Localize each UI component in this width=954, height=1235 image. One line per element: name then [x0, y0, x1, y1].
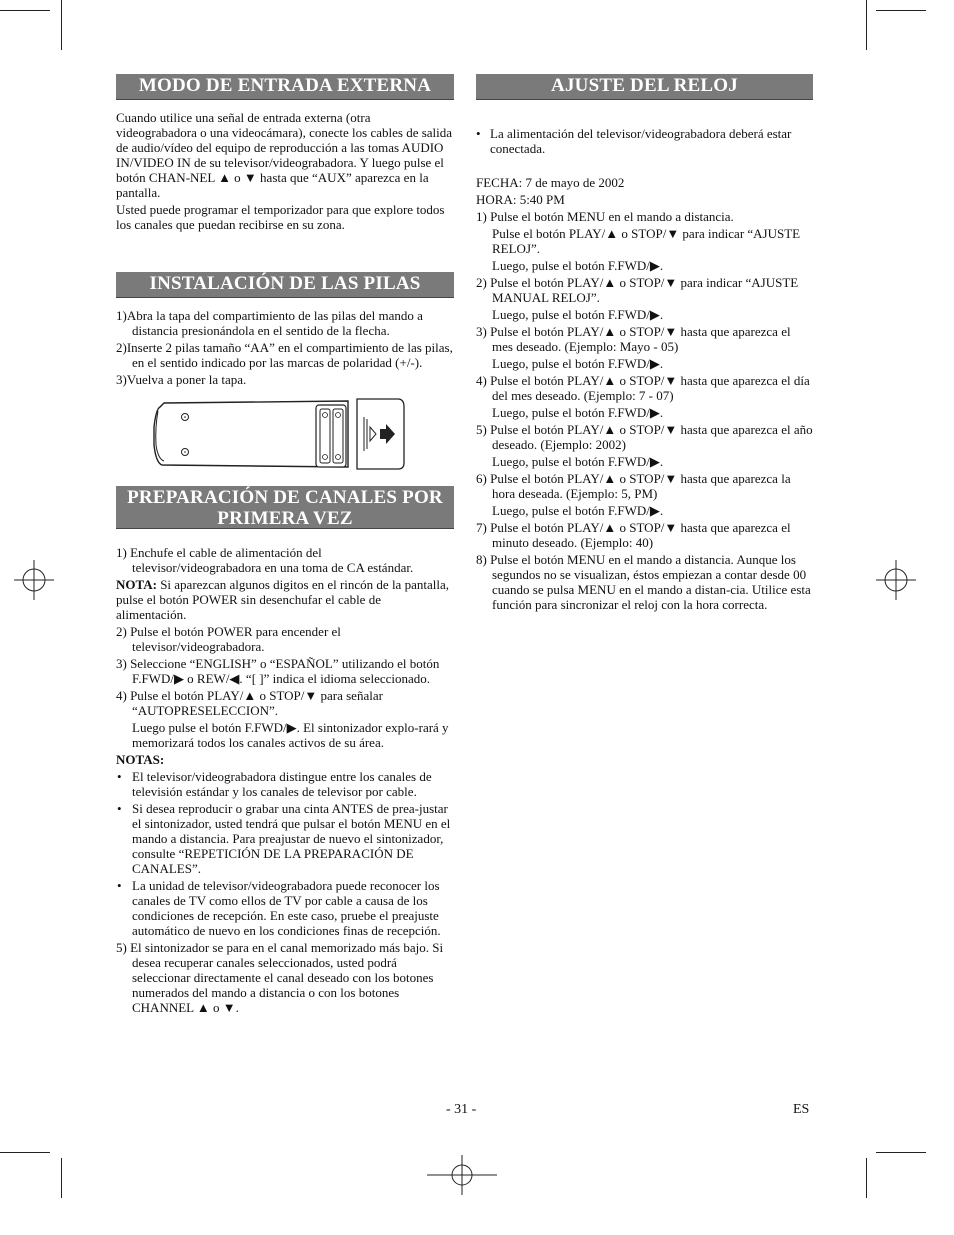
external-input-paragraph: Cuando utilice una señal de entrada externa (otra videograbadora o una videocámara), conecte los cables de salida de audio/vídeo del equipo de reproducción a las tomas AUDIO IN/VIDEO IN de su televisor/videograbadora. Y luego pulse el botón CHAN-NEL ▲ o ▼ hasta que “AUX” aparezca en la pantalla.	[116, 110, 453, 200]
clock-step-then: Luego, pulse el botón F.FWD/▶.	[492, 258, 664, 273]
section-heading-external-input: MODO DE ENTRADA EXTERNA	[116, 74, 454, 100]
note-item: • Si desea reproducir o grabar una cinta ANTES de prea-justar el sintonizador, usted tendrá que pulsar el botón MENU en el mando a distancia. Para preajustar de nuevo el sintonizador, consulte “REPETICIÓN DE LA PREPARACIÓN DE CANALES”.	[117, 801, 451, 876]
clock-step: 6) Pulse el botón PLAY/▲ o STOP/▼ hasta que aparezca la hora deseada. (Ejemplo: 5, PM)	[476, 471, 791, 501]
crop-mark	[0, 10, 50, 11]
channel-step: 1) Enchufe el cable de alimentación del televisor/videograbadora en una toma de CA estándar.	[116, 545, 414, 575]
battery-step: 3)Vuelva a poner la tapa.	[116, 372, 247, 387]
clock-step: 5) Pulse el botón PLAY/▲ o STOP/▼ hasta que aparezca el año deseado. (Ejemplo: 2002)	[476, 422, 813, 452]
notes-label: NOTAS:	[116, 752, 165, 767]
registration-mark-right	[876, 560, 916, 600]
clock-step-then: Luego, pulse el botón F.FWD/▶.	[492, 454, 664, 469]
clock-step: 4) Pulse el botón PLAY/▲ o STOP/▼ hasta que aparezca el día del mes deseado. (Ejemplo: 7 - 07)	[476, 373, 810, 403]
crop-mark	[866, 1158, 867, 1198]
channel-step: 3) Seleccione “ENGLISH” o “ESPAÑOL” utilizando el botón F.FWD/▶ o REW/◀. “[ ]” indica el idioma seleccionado.	[116, 656, 440, 686]
clock-prerequisite: • La alimentación del televisor/videograbadora deberá estar conectada.	[476, 126, 792, 156]
remote-battery-compartment-icon	[152, 397, 412, 471]
right-column	[476, 74, 813, 612]
clock-step-then: Luego, pulse el botón F.FWD/▶.	[492, 405, 664, 420]
registration-mark-left	[14, 560, 54, 600]
crop-mark	[0, 1152, 50, 1153]
channel-step: 5) El sintonizador se para en el canal memorizado más bajo. Si desea recuperar canales seleccionados, usted podrá seleccionar directamente el canal deseado con los botones numerados del mando a distancia o con los botones CHANNEL ▲ o ▼.	[116, 940, 444, 1015]
clock-time: HORA: 5:40 PM	[476, 192, 565, 207]
crop-mark	[866, 0, 867, 50]
clock-step: 3) Pulse el botón PLAY/▲ o STOP/▼ hasta que aparezca el mes deseado. (Ejemplo: Mayo - 05)	[476, 324, 791, 354]
channel-step-continuation: Luego pulse el botón F.FWD/▶. El sintonizador explo-rará y memorizará todos los canales activos de su área.	[132, 720, 449, 750]
left-column	[116, 74, 454, 1015]
note-item: • La unidad de televisor/videograbadora puede reconocer los canales de TV como ellos de TV por cable a causa de los condiciones de recepción. En este caso, pruebe el preajuste automático de nuevo en los condiciones finas de recepción.	[117, 878, 441, 938]
channel-step: 2) Pulse el botón POWER para encender el televisor/videograbadora.	[116, 624, 341, 654]
section-heading-line: PREPARACIÓN DE CANALES POR	[127, 487, 443, 508]
channel-step: 4) Pulse el botón PLAY/▲ o STOP/▼ para señalar “AUTOPRESELECCION”.	[116, 688, 383, 718]
crop-mark	[876, 1152, 926, 1153]
section-heading-clock: AJUSTE DEL RELOJ	[476, 74, 813, 100]
clock-step: 8) Pulse el botón MENU en el mando a distancia. Aunque los segundos no se visualizan, éstos empiezan a contar desde 00 cuando se pulsa MENU en el mando a distan-cia. Utilice esta función para sincronizar el reloj con la hora correcta.	[476, 552, 811, 612]
clock-step: 2) Pulse el botón PLAY/▲ o STOP/▼ para indicar “AJUSTE MANUAL RELOJ”.	[476, 275, 799, 305]
clock-date: FECHA: 7 de mayo de 2002	[476, 175, 625, 190]
crop-mark	[876, 10, 926, 11]
section-heading-batteries: INSTALACIÓN DE LAS PILAS	[116, 272, 454, 298]
crop-mark	[61, 0, 62, 50]
channel-note: NOTA: Si aparezcan algunos digitos en el rincón de la pantalla, pulse el botón POWER sin desenchufar el cable de alimentación.	[116, 577, 449, 622]
external-input-paragraph: Usted puede programar el temporizador para que explore todos los canales que puedan recibirse en su zona.	[116, 202, 445, 232]
note-item: • El televisor/videograbadora distingue entre los canales de televisión estándar y los canales de televisor por cable.	[117, 769, 432, 799]
clock-step-then: Luego, pulse el botón F.FWD/▶.	[492, 503, 664, 518]
battery-step: 2)Inserte 2 pilas tamaño “AA” en el compartimiento de las pilas, en el sentido indicado por las marcas de polaridad (+/-).	[116, 340, 453, 370]
remote-battery-figure	[152, 397, 454, 474]
clock-step: 7) Pulse el botón PLAY/▲ o STOP/▼ hasta que aparezca el minuto deseado. (Ejemplo: 40)	[476, 520, 791, 550]
clock-step-then: Luego, pulse el botón F.FWD/▶.	[492, 307, 664, 322]
registration-mark-bottom	[427, 1155, 497, 1195]
clock-step-then: Luego, pulse el botón F.FWD/▶.	[492, 356, 664, 371]
section-heading-line: PRIMERA VEZ	[217, 508, 353, 529]
crop-mark	[61, 1158, 62, 1198]
language-code: ES	[793, 1102, 810, 1117]
clock-step-sub: Pulse el botón PLAY/▲ o STOP/▼ para indicar “AJUSTE RELOJ”.	[492, 226, 801, 256]
section-heading-channel-setup	[116, 486, 454, 529]
page-number: - 31 -	[446, 1102, 477, 1117]
battery-step: 1)Abra la tapa del compartimiento de las pilas del mando a distancia presionándola en el sentido de la flecha.	[116, 308, 423, 338]
clock-step: 1) Pulse el botón MENU en el mando a distancia.	[476, 209, 734, 224]
